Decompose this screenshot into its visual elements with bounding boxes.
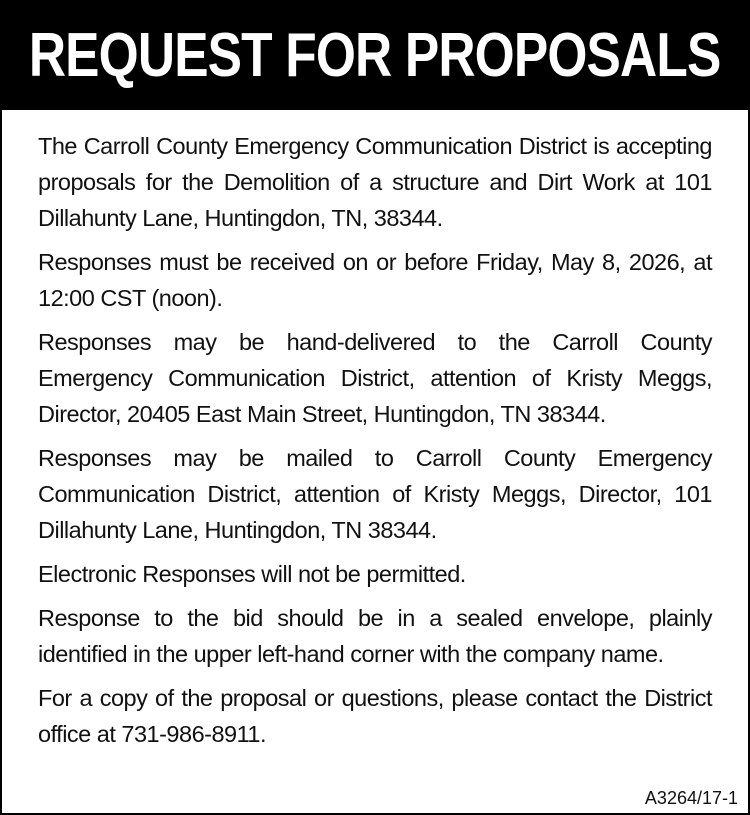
notice-header bbox=[2, 2, 748, 110]
paragraph-electronic: Electronic Responses will not be permitted. bbox=[38, 561, 466, 587]
paragraph-deadline: Responses must be received on or before Friday, May 8, 2026, at 12:00 CST (noon). bbox=[38, 249, 712, 311]
notice-title: REQUEST FOR PROPOSALS bbox=[29, 21, 721, 90]
paragraph-contact: For a copy of the proposal or questions, please contact the District office at 731-986-8911. bbox=[38, 685, 712, 747]
paragraph-mail: Responses may be mailed to Carroll County Emergency Communication District, attention of Kristy Meggs, Director, 101 Dillahunty Lane, Huntingdon, TN 38344. bbox=[38, 445, 712, 543]
paragraph-intro: The Carroll County Emergency Communication District is accepting proposals for the Demolition of a structure and Dirt Work at 101 Dillahunty Lane, Huntingdon, TN, 38344. bbox=[38, 133, 712, 231]
paragraph-sealed-envelope: Response to the bid should be in a sealed envelope, plainly identified in the upper left-hand corner with the company name. bbox=[38, 605, 712, 667]
paragraph-hand-delivery: Responses may be hand-delivered to the Carroll County Emergency Communication District, attention of Kristy Meggs, Director, 20405 East Main Street, Huntingdon, TN 38344. bbox=[38, 329, 712, 427]
notice-body bbox=[2, 110, 748, 752]
ad-reference-number: A3264/17-1 bbox=[644, 788, 738, 808]
